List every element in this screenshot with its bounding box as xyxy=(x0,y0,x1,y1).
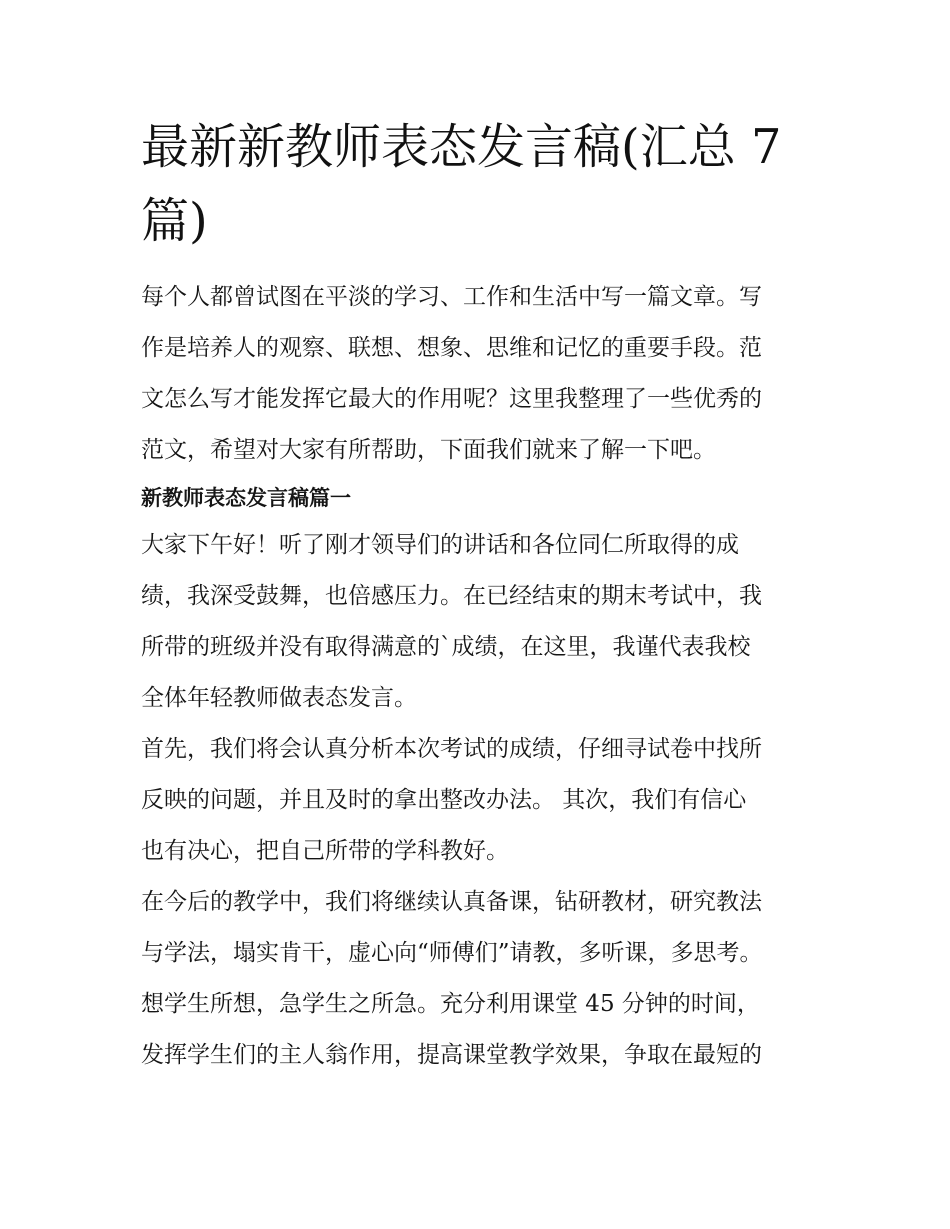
intro-line: 每个人都曾试图在平淡的学习、工作和生活中写一篇文章。写 xyxy=(141,284,762,310)
paragraph-line: 与学法，塌实肯干，虚心向“师傅们”请教，多听课，多思考。 xyxy=(141,940,763,966)
document-title xyxy=(141,110,821,258)
paragraph-line: 反映的问题，并且及时的拿出整改办法。 其次，我们有信心 xyxy=(141,787,747,813)
paragraph-line: 首先，我们将会认真分析本次考试的成绩，仔细寻试卷中找所 xyxy=(141,736,762,762)
paragraph-line: 全体年轻教师做表态发言。 xyxy=(141,685,417,711)
paragraph-line: 发挥学生们的主人翁作用，提高课堂教学效果，争取在最短的 xyxy=(141,1042,762,1068)
intro-line: 文怎么写才能发挥它最大的作用呢？这里我整理了一些优秀的 xyxy=(141,386,762,412)
paragraph-line: 想学生所想，急学生之所急。充分利用课堂 45 分钟的时间， xyxy=(141,991,760,1017)
intro-paragraph xyxy=(141,272,821,476)
paragraph-line: 大家下午好！听了刚才领导们的讲话和各位同仁所取得的成 xyxy=(141,532,739,558)
paragraph-line: 也有决心，把自己所带的学科教好。 xyxy=(141,838,509,864)
body-paragraph-3 xyxy=(141,877,821,1081)
title-line-1: 最新新教师表态发言稿(汇总 7 xyxy=(141,119,782,175)
paragraph-line: 在今后的教学中，我们将继续认真备课，钻研教材，研究教法 xyxy=(141,889,762,915)
body-paragraph-1 xyxy=(141,520,821,724)
title-line-2: 篇) xyxy=(141,193,208,249)
document-body xyxy=(141,272,821,1081)
body-paragraph-2 xyxy=(141,724,821,877)
document-content xyxy=(141,110,821,1081)
intro-line: 作是培养人的观察、联想、想象、思维和记忆的重要手段。范 xyxy=(141,335,762,361)
paragraph-line: 所带的班级并没有取得满意的`成绩，在这里，我谨代表我校 xyxy=(141,634,751,660)
intro-line: 范文，希望对大家有所帮助，下面我们就来了解一下吧。 xyxy=(141,437,716,463)
paragraph-line: 绩，我深受鼓舞，也倍感压力。在已经结束的期末考试中，我 xyxy=(141,583,762,609)
section-heading: 新教师表态发言稿篇一 xyxy=(141,485,351,510)
